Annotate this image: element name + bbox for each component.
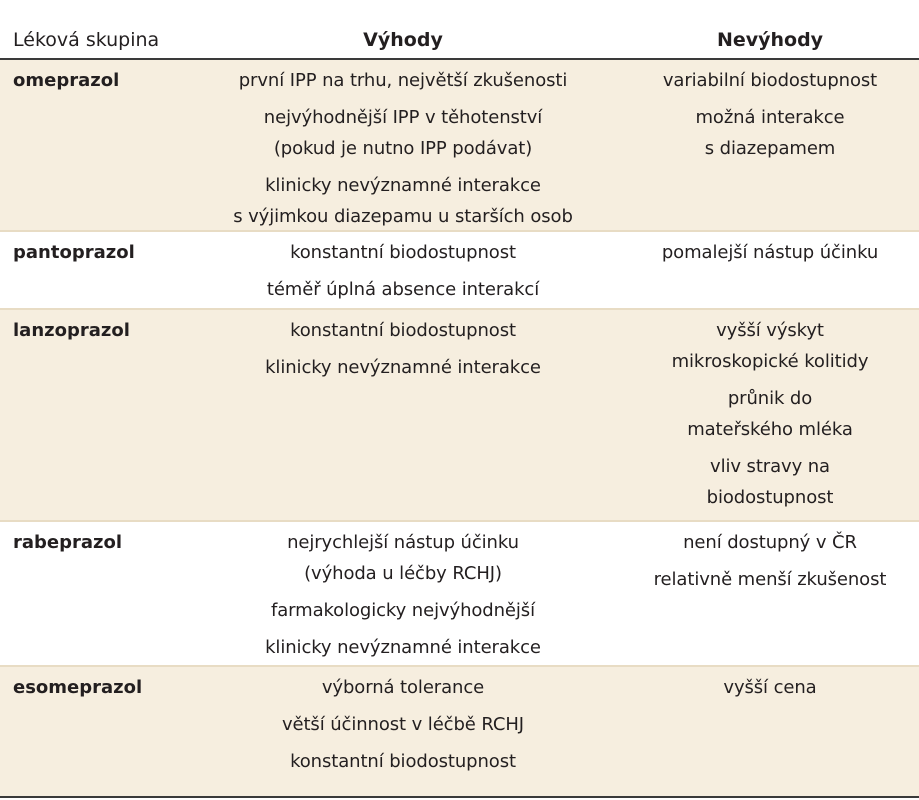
drug-name: lanzoprazol [13, 320, 130, 341]
advantage-item: výborná tolerance [321, 677, 485, 698]
advantage-item: nejrychlejší nástup účinku (výhoda u léčby RCHJ) [287, 532, 519, 584]
drug-name: omeprazol [13, 70, 120, 91]
advantages-cell [185, 60, 621, 232]
disadvantage-item: průnik do mateřského mléka [687, 388, 853, 440]
disadvantages-cell [621, 667, 919, 703]
disadvantage-item: možná interakce s diazepamem [695, 107, 845, 159]
advantage-item: farmakologicky nejvýhodnější [270, 600, 535, 621]
table-header-row [0, 0, 919, 60]
disadvantages-cell [621, 232, 919, 268]
advantages-cell [185, 310, 621, 383]
advantage-item: klinicky nevýznamné interakce s výjimkou diazepamu u starších osob [233, 175, 573, 227]
header-disadvantages: Nevýhody [716, 29, 824, 51]
advantage-item: konstantní biodostupnost [290, 320, 516, 341]
advantages-cell [185, 232, 621, 305]
table-row-pantoprazol [0, 230, 919, 308]
advantage-item: větší účinnost v léčbě RCHJ [281, 714, 525, 735]
advantage-item: konstantní biodostupnost [290, 751, 516, 772]
table-row-lanzoprazol [0, 308, 919, 520]
table-row-esomeprazol [0, 665, 919, 798]
advantage-item: konstantní biodostupnost [290, 242, 516, 263]
disadvantage-item: pomalejší nástup účinku [661, 242, 879, 263]
disadvantage-item: vliv stravy na biodostupnost [706, 456, 834, 508]
disadvantages-cell [621, 522, 919, 595]
advantage-item: nejvýhodnější IPP v těhotenství (pokud je nutno IPP podávat) [263, 107, 543, 159]
disadvantage-item: variabilní biodostupnost [662, 70, 878, 91]
drug-name: rabeprazol [13, 532, 123, 553]
advantage-item: klinicky nevýznamné interakce [265, 357, 541, 378]
advantages-cell [185, 667, 621, 777]
disadvantage-item: není dostupný v ČR [683, 532, 857, 553]
advantage-item: první IPP na trhu, největší zkušenosti [238, 70, 568, 91]
disadvantages-cell [621, 60, 919, 164]
advantages-cell [185, 522, 621, 663]
table-row-omeprazol [0, 60, 919, 230]
table-row-rabeprazol [0, 520, 919, 665]
header-drug-group: Léková skupina [13, 29, 160, 51]
header-advantages: Výhody [363, 29, 443, 51]
drug-name: pantoprazol [13, 242, 135, 263]
disadvantage-item: relativně menší zkušenost [653, 569, 887, 590]
disadvantage-item: vyšší cena [723, 677, 817, 698]
disadvantage-item: vyšší výskyt mikroskopické kolitidy [671, 320, 869, 372]
advantage-item: klinicky nevýznamné interakce [265, 637, 541, 658]
disadvantages-cell [621, 310, 919, 513]
drug-name: esomeprazol [13, 677, 143, 698]
advantage-item: téměř úplná absence interakcí [266, 279, 540, 300]
